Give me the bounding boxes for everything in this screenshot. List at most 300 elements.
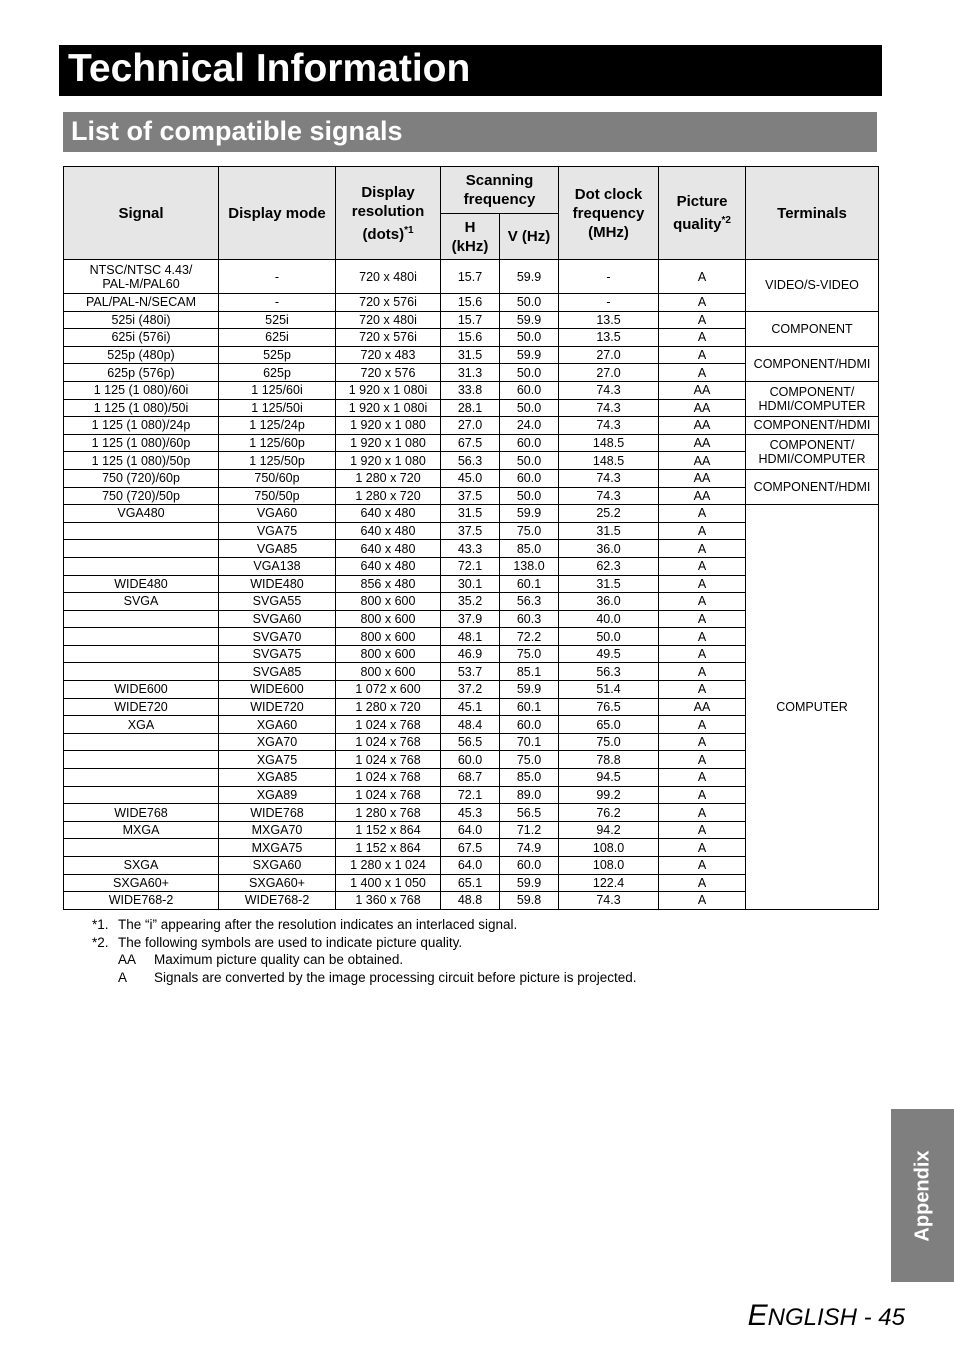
table-row: [64, 311, 879, 329]
cell-dot-clock: 76.5: [559, 698, 659, 716]
cell-v-hz: 50.0: [500, 399, 559, 417]
title-bar: [59, 45, 882, 96]
cell-h-khz: 31.5: [441, 505, 500, 523]
cell-signal: SXGA60+: [64, 874, 219, 892]
cell-resolution: 720 x 480i: [336, 260, 441, 294]
cell-picture-quality: AA: [659, 381, 746, 399]
cell-resolution: 720 x 576i: [336, 294, 441, 312]
footnote-2-text: The following symbols are used to indicate picture quality.: [118, 934, 463, 950]
cell-display-mode: SVGA85: [219, 663, 336, 681]
cell-display-mode: 1 125/50i: [219, 399, 336, 417]
cell-dot-clock: 56.3: [559, 663, 659, 681]
cell-v-hz: 72.2: [500, 628, 559, 646]
cell-dot-clock: 74.3: [559, 417, 659, 435]
cell-terminals: COMPUTER: [746, 505, 879, 910]
cell-dot-clock: 65.0: [559, 716, 659, 734]
cell-picture-quality: AA: [659, 434, 746, 452]
cell-h-khz: 53.7: [441, 663, 500, 681]
cell-resolution: 800 x 600: [336, 628, 441, 646]
cell-dot-clock: 31.5: [559, 522, 659, 540]
cell-signal: 1 125 (1 080)/50p: [64, 452, 219, 470]
cell-display-mode: -: [219, 260, 336, 294]
cell-h-khz: 27.0: [441, 417, 500, 435]
cell-signal: PAL/PAL-N/SECAM: [64, 294, 219, 312]
cell-display-mode: 1 125/24p: [219, 417, 336, 435]
cell-signal: 525p (480p): [64, 346, 219, 364]
cell-display-mode: XGA85: [219, 769, 336, 787]
header-quality-line1: Picture: [676, 193, 728, 210]
signals-table: [63, 166, 879, 910]
cell-signal: MXGA: [64, 821, 219, 839]
cell-display-mode: WIDE768-2: [219, 892, 336, 910]
cell-dot-clock: 27.0: [559, 364, 659, 382]
cell-h-khz: 33.8: [441, 381, 500, 399]
cell-picture-quality: A: [659, 839, 746, 857]
header-scanning-line1: Scanning: [465, 172, 534, 189]
header-scanning-frequency: [441, 167, 559, 214]
table-row: [64, 381, 879, 399]
footnote-2-number: *2.: [92, 934, 109, 950]
cell-dot-clock: 74.3: [559, 469, 659, 487]
cell-resolution: 800 x 600: [336, 645, 441, 663]
cell-h-khz: 37.5: [441, 522, 500, 540]
cell-signal: XGA: [64, 716, 219, 734]
cell-h-khz: 30.1: [441, 575, 500, 593]
cell-signal: 750 (720)/60p: [64, 469, 219, 487]
header-display-mode: Display mode: [219, 167, 336, 260]
cell-display-mode: 525p: [219, 346, 336, 364]
cell-h-khz: 67.5: [441, 434, 500, 452]
cell-signal: [64, 751, 219, 769]
header-v-hz: V (Hz): [500, 214, 559, 260]
cell-dot-clock: 108.0: [559, 839, 659, 857]
cell-h-khz: 65.1: [441, 874, 500, 892]
cell-display-mode: -: [219, 294, 336, 312]
cell-h-khz: 31.5: [441, 346, 500, 364]
cell-v-hz: 59.9: [500, 260, 559, 294]
cell-signal: 1 125 (1 080)/60p: [64, 434, 219, 452]
cell-v-hz: 56.3: [500, 593, 559, 611]
table-row: [64, 346, 879, 364]
quality-symbol-aa: [92, 951, 637, 969]
cell-display-mode: SVGA70: [219, 628, 336, 646]
cell-v-hz: 50.0: [500, 364, 559, 382]
symbol-aa-text: Maximum picture quality can be obtained.: [154, 952, 404, 967]
footnote-1-number: *1.: [92, 917, 109, 932]
cell-display-mode: MXGA70: [219, 821, 336, 839]
cell-display-mode: MXGA75: [219, 839, 336, 857]
cell-display-mode: SVGA55: [219, 593, 336, 611]
cell-h-khz: 46.9: [441, 645, 500, 663]
cell-display-mode: WIDE768: [219, 804, 336, 822]
cell-v-hz: 59.9: [500, 346, 559, 364]
cell-signal: [64, 628, 219, 646]
cell-dot-clock: 36.0: [559, 593, 659, 611]
cell-h-khz: 56.3: [441, 452, 500, 470]
cell-resolution: 1 152 x 864: [336, 839, 441, 857]
cell-picture-quality: A: [659, 505, 746, 523]
cell-display-mode: WIDE600: [219, 681, 336, 699]
header-resolution-line2: resolution: [351, 202, 425, 220]
cell-h-khz: 67.5: [441, 839, 500, 857]
cell-dot-clock: 74.3: [559, 381, 659, 399]
cell-dot-clock: 40.0: [559, 610, 659, 628]
cell-display-mode: 750/60p: [219, 469, 336, 487]
section-heading: List of compatible signals: [71, 116, 403, 146]
footnote-1-text: The “i” appearing after the resolution indicates an interlaced signal.: [118, 917, 518, 932]
cell-dot-clock: 51.4: [559, 681, 659, 699]
cell-resolution: 720 x 483: [336, 346, 441, 364]
cell-v-hz: 50.0: [500, 329, 559, 347]
header-signal: Signal: [64, 167, 219, 260]
cell-h-khz: 48.8: [441, 892, 500, 910]
cell-v-hz: 60.0: [500, 381, 559, 399]
cell-signal: [64, 733, 219, 751]
table-row: [64, 260, 879, 294]
cell-v-hz: 24.0: [500, 417, 559, 435]
cell-display-mode: 750/50p: [219, 487, 336, 505]
cell-signal: [64, 839, 219, 857]
cell-dot-clock: 74.3: [559, 399, 659, 417]
cell-resolution: 856 x 480: [336, 575, 441, 593]
cell-signal: SVGA: [64, 593, 219, 611]
symbol-aa: AA: [118, 952, 137, 967]
cell-resolution: 1 920 x 1 080: [336, 452, 441, 470]
cell-v-hz: 75.0: [500, 522, 559, 540]
cell-v-hz: 59.9: [500, 874, 559, 892]
cell-resolution: 720 x 576i: [336, 329, 441, 347]
cell-dot-clock: 99.2: [559, 786, 659, 804]
cell-picture-quality: A: [659, 610, 746, 628]
header-resolution-line1: Display: [361, 183, 415, 201]
cell-picture-quality: A: [659, 716, 746, 734]
cell-picture-quality: A: [659, 628, 746, 646]
cell-v-hz: 59.8: [500, 892, 559, 910]
cell-display-mode: 625i: [219, 329, 336, 347]
cell-dot-clock: 36.0: [559, 540, 659, 558]
cell-dot-clock: 62.3: [559, 557, 659, 575]
cell-resolution: 1 024 x 768: [336, 786, 441, 804]
cell-v-hz: 75.0: [500, 645, 559, 663]
appendix-label: Appendix: [911, 1149, 933, 1242]
cell-v-hz: 60.3: [500, 610, 559, 628]
cell-display-mode: 1 125/50p: [219, 452, 336, 470]
cell-h-khz: 15.6: [441, 329, 500, 347]
cell-picture-quality: AA: [659, 417, 746, 435]
cell-signal: [64, 540, 219, 558]
table-row: [64, 469, 879, 487]
cell-picture-quality: A: [659, 751, 746, 769]
cell-picture-quality: A: [659, 733, 746, 751]
cell-signal: [64, 610, 219, 628]
cell-resolution: 800 x 600: [336, 593, 441, 611]
cell-picture-quality: A: [659, 346, 746, 364]
cell-h-khz: 64.0: [441, 857, 500, 875]
cell-display-mode: SVGA60: [219, 610, 336, 628]
signals-table-body: [64, 260, 879, 910]
cell-dot-clock: 25.2: [559, 505, 659, 523]
cell-dot-clock: 148.5: [559, 452, 659, 470]
cell-picture-quality: A: [659, 593, 746, 611]
cell-dot-clock: 148.5: [559, 434, 659, 452]
footnotes: [92, 916, 637, 986]
cell-v-hz: 89.0: [500, 786, 559, 804]
table-row: [64, 417, 879, 435]
cell-picture-quality: A: [659, 645, 746, 663]
cell-dot-clock: 27.0: [559, 346, 659, 364]
cell-dot-clock: -: [559, 294, 659, 312]
cell-resolution: 640 x 480: [336, 522, 441, 540]
cell-resolution: 1 360 x 768: [336, 892, 441, 910]
footer-initial: E: [747, 1299, 768, 1332]
cell-signal: [64, 769, 219, 787]
cell-picture-quality: A: [659, 769, 746, 787]
cell-display-mode: VGA75: [219, 522, 336, 540]
cell-signal: 525i (480i): [64, 311, 219, 329]
cell-h-khz: 64.0: [441, 821, 500, 839]
cell-h-khz: 68.7: [441, 769, 500, 787]
cell-v-hz: 85.1: [500, 663, 559, 681]
cell-resolution: 1 280 x 720: [336, 487, 441, 505]
cell-terminals: COMPONENT/HDMI: [746, 346, 879, 381]
cell-dot-clock: -: [559, 260, 659, 294]
cell-v-hz: 60.0: [500, 857, 559, 875]
cell-v-hz: 60.1: [500, 698, 559, 716]
cell-terminals: VIDEO/S-VIDEO: [746, 260, 879, 312]
cell-picture-quality: A: [659, 821, 746, 839]
cell-dot-clock: 50.0: [559, 628, 659, 646]
cell-h-khz: 43.3: [441, 540, 500, 558]
header-quality-line2: quality: [673, 216, 722, 233]
page-title: Technical Information: [68, 47, 471, 90]
cell-picture-quality: A: [659, 857, 746, 875]
header-quality-footnote-mark: *2: [721, 215, 731, 226]
section-heading-bar: [63, 112, 877, 152]
cell-picture-quality: A: [659, 294, 746, 312]
table-row: [64, 434, 879, 452]
cell-h-khz: 31.3: [441, 364, 500, 382]
cell-display-mode: XGA70: [219, 733, 336, 751]
cell-resolution: 1 920 x 1 080i: [336, 381, 441, 399]
cell-v-hz: 60.0: [500, 469, 559, 487]
cell-resolution: 800 x 600: [336, 663, 441, 681]
cell-picture-quality: AA: [659, 487, 746, 505]
cell-picture-quality: A: [659, 364, 746, 382]
cell-v-hz: 56.5: [500, 804, 559, 822]
cell-resolution: 1 152 x 864: [336, 821, 441, 839]
header-resolution-footnote-mark: *1: [404, 224, 414, 236]
header-picture-quality: [659, 167, 746, 260]
appendix-side-tab: [891, 1109, 954, 1282]
cell-dot-clock: 76.2: [559, 804, 659, 822]
cell-h-khz: 15.7: [441, 260, 500, 294]
cell-v-hz: 59.9: [500, 681, 559, 699]
footnote-1: [92, 916, 637, 934]
cell-resolution: 640 x 480: [336, 540, 441, 558]
cell-dot-clock: 75.0: [559, 733, 659, 751]
cell-resolution: 1 920 x 1 080: [336, 417, 441, 435]
cell-picture-quality: A: [659, 575, 746, 593]
header-h-line2: (kHz): [451, 237, 489, 255]
cell-display-mode: WIDE720: [219, 698, 336, 716]
cell-dot-clock: 94.5: [559, 769, 659, 787]
cell-picture-quality: A: [659, 329, 746, 347]
cell-display-mode: SXGA60+: [219, 874, 336, 892]
cell-display-mode: WIDE480: [219, 575, 336, 593]
cell-signal: [64, 645, 219, 663]
cell-signal: WIDE720: [64, 698, 219, 716]
cell-signal: [64, 663, 219, 681]
cell-resolution: 1 280 x 768: [336, 804, 441, 822]
cell-dot-clock: 108.0: [559, 857, 659, 875]
cell-v-hz: 50.0: [500, 294, 559, 312]
cell-dot-clock: 31.5: [559, 575, 659, 593]
header-scanning-line2: frequency: [463, 191, 536, 208]
cell-h-khz: 15.6: [441, 294, 500, 312]
footnote-2: [92, 934, 637, 952]
cell-h-khz: 45.0: [441, 469, 500, 487]
cell-display-mode: SXGA60: [219, 857, 336, 875]
cell-resolution: 640 x 480: [336, 505, 441, 523]
cell-h-khz: 48.1: [441, 628, 500, 646]
cell-h-khz: 72.1: [441, 557, 500, 575]
cell-dot-clock: 78.8: [559, 751, 659, 769]
cell-picture-quality: A: [659, 522, 746, 540]
header-dotclock-line1: Dot clock: [574, 185, 643, 203]
cell-signal: 1 125 (1 080)/24p: [64, 417, 219, 435]
cell-resolution: 1 920 x 1 080i: [336, 399, 441, 417]
cell-picture-quality: AA: [659, 399, 746, 417]
table-row: [64, 505, 879, 523]
cell-picture-quality: A: [659, 786, 746, 804]
cell-terminals: COMPONENT/ HDMI/COMPUTER: [746, 434, 879, 469]
cell-v-hz: 75.0: [500, 751, 559, 769]
cell-signal: VGA480: [64, 505, 219, 523]
cell-signal: 625p (576p): [64, 364, 219, 382]
cell-signal: SXGA: [64, 857, 219, 875]
cell-resolution: 1 400 x 1 050: [336, 874, 441, 892]
cell-h-khz: 37.9: [441, 610, 500, 628]
cell-signal: WIDE480: [64, 575, 219, 593]
cell-v-hz: 50.0: [500, 487, 559, 505]
cell-signal: [64, 786, 219, 804]
cell-picture-quality: A: [659, 804, 746, 822]
cell-resolution: 1 920 x 1 080: [336, 434, 441, 452]
cell-resolution: 1 024 x 768: [336, 769, 441, 787]
cell-picture-quality: A: [659, 874, 746, 892]
cell-picture-quality: AA: [659, 469, 746, 487]
cell-display-mode: SVGA75: [219, 645, 336, 663]
cell-h-khz: 48.4: [441, 716, 500, 734]
cell-dot-clock: 13.5: [559, 311, 659, 329]
cell-dot-clock: 13.5: [559, 329, 659, 347]
cell-terminals: COMPONENT: [746, 311, 879, 346]
cell-dot-clock: 74.3: [559, 487, 659, 505]
cell-resolution: 640 x 480: [336, 557, 441, 575]
header-dotclock-line2: frequency: [572, 204, 645, 222]
cell-terminals: COMPONENT/HDMI: [746, 417, 879, 435]
cell-resolution: 800 x 600: [336, 610, 441, 628]
header-terminals: Terminals: [746, 167, 879, 260]
cell-picture-quality: A: [659, 892, 746, 910]
cell-display-mode: XGA89: [219, 786, 336, 804]
cell-picture-quality: A: [659, 260, 746, 294]
cell-h-khz: 37.2: [441, 681, 500, 699]
cell-signal: WIDE768: [64, 804, 219, 822]
cell-display-mode: 1 125/60i: [219, 381, 336, 399]
cell-signal: 1 125 (1 080)/60i: [64, 381, 219, 399]
cell-resolution: 720 x 576: [336, 364, 441, 382]
cell-v-hz: 59.9: [500, 311, 559, 329]
cell-signal: NTSC/NTSC 4.43/ PAL-M/PAL60: [64, 260, 219, 294]
cell-display-mode: 1 125/60p: [219, 434, 336, 452]
header-dot-clock: [559, 167, 659, 260]
cell-h-khz: 28.1: [441, 399, 500, 417]
cell-resolution: 1 280 x 720: [336, 698, 441, 716]
cell-h-khz: 15.7: [441, 311, 500, 329]
cell-v-hz: 60.1: [500, 575, 559, 593]
cell-signal: 625i (576i): [64, 329, 219, 347]
cell-v-hz: 60.0: [500, 716, 559, 734]
cell-dot-clock: 49.5: [559, 645, 659, 663]
header-resolution-line3: (dots): [362, 225, 405, 243]
cell-resolution: 1 280 x 1 024: [336, 857, 441, 875]
cell-resolution: 1 024 x 768: [336, 733, 441, 751]
header-h-line1: H: [464, 218, 476, 236]
cell-v-hz: 85.0: [500, 769, 559, 787]
cell-signal: 750 (720)/50p: [64, 487, 219, 505]
cell-v-hz: 71.2: [500, 821, 559, 839]
cell-display-mode: XGA60: [219, 716, 336, 734]
symbol-a-text: Signals are converted by the image processing circuit before picture is projected.: [154, 969, 637, 985]
cell-v-hz: 70.1: [500, 733, 559, 751]
cell-signal: [64, 522, 219, 540]
cell-v-hz: 85.0: [500, 540, 559, 558]
cell-v-hz: 50.0: [500, 452, 559, 470]
cell-signal: 1 125 (1 080)/50i: [64, 399, 219, 417]
cell-terminals: COMPONENT/ HDMI/COMPUTER: [746, 381, 879, 416]
cell-picture-quality: A: [659, 557, 746, 575]
cell-picture-quality: AA: [659, 698, 746, 716]
cell-dot-clock: 122.4: [559, 874, 659, 892]
cell-v-hz: 138.0: [500, 557, 559, 575]
cell-dot-clock: 94.2: [559, 821, 659, 839]
cell-h-khz: 37.5: [441, 487, 500, 505]
cell-h-khz: 60.0: [441, 751, 500, 769]
cell-h-khz: 56.5: [441, 733, 500, 751]
cell-h-khz: 45.1: [441, 698, 500, 716]
cell-h-khz: 45.3: [441, 804, 500, 822]
footer-page-label: NGLISH - 45: [767, 1304, 905, 1331]
cell-v-hz: 74.9: [500, 839, 559, 857]
header-h-khz: [441, 214, 500, 260]
cell-v-hz: 60.0: [500, 434, 559, 452]
cell-signal: WIDE768-2: [64, 892, 219, 910]
quality-symbol-a: [92, 969, 637, 987]
cell-signal: [64, 557, 219, 575]
cell-dot-clock: 74.3: [559, 892, 659, 910]
cell-resolution: 1 280 x 720: [336, 469, 441, 487]
cell-terminals: COMPONENT/HDMI: [746, 469, 879, 504]
cell-picture-quality: A: [659, 311, 746, 329]
cell-picture-quality: A: [659, 681, 746, 699]
header-resolution: [336, 167, 441, 260]
symbol-a: A: [118, 969, 128, 985]
cell-display-mode: 525i: [219, 311, 336, 329]
cell-signal: WIDE600: [64, 681, 219, 699]
cell-picture-quality: A: [659, 540, 746, 558]
page-footer: [748, 1299, 905, 1333]
